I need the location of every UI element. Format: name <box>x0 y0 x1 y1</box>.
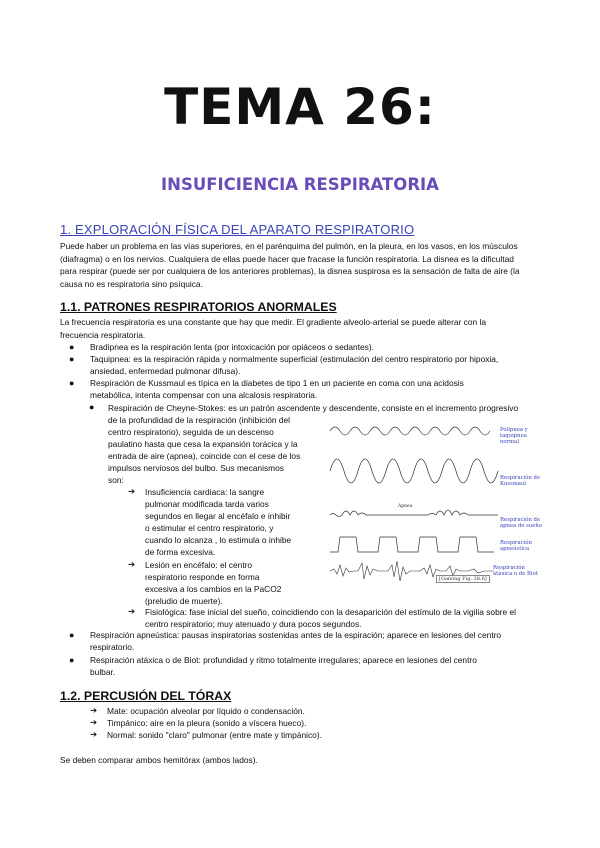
waveform-kussmaul <box>330 459 498 483</box>
percussion-normal: Normal: sonido "claro" pulmonar (entre mate y timpánico). <box>107 730 322 740</box>
text-line: centro respiratorio), seguida de un descenso <box>108 427 274 438</box>
breathing-patterns-figure <box>328 419 544 587</box>
text-line: respiratorio. <box>90 642 135 653</box>
bullet-icon: ● <box>69 630 75 640</box>
arrow-icon: ➔ <box>128 486 136 496</box>
waveform-apneustica <box>330 537 494 552</box>
section-1-1-heading: 1.1. PATRONES RESPIRATORIOS ANORMALES <box>60 300 337 314</box>
text-line: La frecuencia respiratoria es una constante que hay que medir. El gradiente alveolo-arterial se puede alterar con la <box>60 317 486 327</box>
text-line: metabólica, intenta compensar con una alcalosis respiratoria. <box>90 390 318 401</box>
list-item-taquipnea <box>69 353 542 377</box>
breathing-patterns-list <box>69 341 542 401</box>
document-title: TEMA 26: <box>164 78 436 136</box>
apnea-label: Apnea <box>398 504 413 509</box>
waveform-polipnea <box>330 427 490 435</box>
percussion-timpanico: Timpánico: aire en la pleura (sonido a víscera hueco). <box>107 718 307 728</box>
figure-label: Respiración de apnea de sueño <box>500 517 543 529</box>
text-line: Fisiológica: fase inicial del sueño, coincidiendo con la desaparición del estímulo de la vigilia sobre el <box>145 607 517 617</box>
arrow-icon: ➔ <box>90 705 98 715</box>
bullet-icon: ● <box>69 655 75 666</box>
section-1-2-heading: 1.2. PERCUSIÓN DEL TÓRAX <box>60 689 232 703</box>
bullet-icon: ● <box>89 402 95 412</box>
bullet-icon: ● <box>69 378 75 389</box>
section-1-1-intro <box>60 316 540 341</box>
arrow-icon: ➔ <box>90 729 98 739</box>
text-line: Respiración atáxica o de Biot: profundidad y ritmo totalmente irregulares; aparece en lesiones del centro <box>90 655 477 666</box>
text-line: Lesión en encéfalo: el centro <box>145 560 253 570</box>
cheyne-stokes-first-line: Respiración de Cheyne-Stokes: es un patrón ascendente y descendente, consiste en el incremento progresivo <box>108 403 519 413</box>
arrow-icon: ➔ <box>90 717 98 727</box>
arrow-icon: ➔ <box>128 559 136 569</box>
waveform-cheyne-stokes <box>330 510 498 517</box>
text-line: Puede haber un problema en las vías superiores, en el parénquima del pulmón, en la pleura, en los vasos, en los músculos <box>60 241 518 251</box>
closing-note: Se deben comparar ambos hemitórax (ambos lados). <box>60 755 258 765</box>
breathing-patterns-list-2 <box>69 629 542 678</box>
text-line: para respirar (puede ser por cualquiera de los anteriores problemas), la disnea suspirosa es la sensación de falta de aire (la <box>60 266 520 277</box>
bullet-icon: ● <box>69 354 75 365</box>
text-line: ansiedad, enfermedad pulmonar difusa). <box>90 366 241 377</box>
text-line: frecuencia respiratoria. <box>60 329 146 340</box>
text-line: Bradipnea es la respiración lenta (por intoxicación por opiáceos o sedantes). <box>90 342 374 352</box>
list-item-apneustica <box>69 629 542 653</box>
text-line: causa no es respiratoria sino psíquica. <box>60 278 203 289</box>
text-line: (preludio de muerte). <box>145 596 223 607</box>
text-line: bulbar. <box>90 667 116 678</box>
text-line: de la profundidad de la respiración (inhibición del <box>108 415 291 425</box>
cheyne-stokes-text <box>108 414 324 487</box>
text-line: Respiración de Kussmaul es típica en la diabetes de tipo 1 en un paciente en coma con una acidosis <box>90 378 464 389</box>
figure-label: Polipnea y taquipnea normal <box>500 427 528 445</box>
figure-reference: [Ganong Fig. 28.6] <box>436 575 490 583</box>
figure-label: Respiración de Kussmaul <box>500 475 541 487</box>
text-line: Insuficiencia cardiaca: la sangre <box>145 487 265 497</box>
list-item-bradipnea <box>69 341 542 353</box>
list-item-biot <box>69 654 542 678</box>
text-line: entrada de aire (apnea), coincide con el cese de los <box>108 451 301 462</box>
section-1-paragraph <box>60 240 540 290</box>
text-line: respiratorio responde en forma <box>145 572 260 583</box>
figure-label: Respiración atáxica o de Biot <box>493 565 538 577</box>
text-line: o estimular el centro respiratorio, y <box>145 523 274 534</box>
figure-label: Respiración apneústica <box>500 540 532 552</box>
text-line: pulmonar modificada tarda varios <box>145 499 269 510</box>
text-line: de forma excesiva. <box>145 547 216 558</box>
text-line: centro respiratorio; muy atenuado y dura pocos segundos. <box>145 619 362 630</box>
mechanism-heart-failure <box>145 486 322 559</box>
text-line: segundos en llegar al encéfalo e inhibir <box>145 511 291 522</box>
text-line: Respiración apneústica: pausas inspiratorias sostenidas antes de la espiración; aparece en lesiones del centro <box>90 630 502 640</box>
mechanism-physiological <box>145 606 541 630</box>
list-item-kussmaul <box>69 377 542 401</box>
text-line: cuando lo alcanza , lo estimula o inhibe <box>145 535 292 546</box>
mechanism-brain-lesion <box>145 559 306 607</box>
arrow-icon: ➔ <box>128 606 136 616</box>
percussion-mate: Mate: ocupación alveolar por líquido o condensación. <box>107 706 305 716</box>
section-1-heading: 1. EXPLORACIÓN FÍSICA DEL APARATO RESPIRATORIO <box>60 222 415 237</box>
text-line: Taquipnea: es la respiración rápida y normalmente superficial (estimulación del centro respiratorio por hipoxia, <box>90 354 499 365</box>
document-subtitle: INSUFICIENCIA RESPIRATORIA <box>161 175 439 194</box>
text-line: impulsos nerviosos del bulbo. Sus mecanismos <box>108 463 284 474</box>
text-line: paulatino hasta que cesa la expansión torácica y la <box>108 439 298 450</box>
text-line: excesiva a los cambios en la PaCO2 <box>145 584 282 595</box>
bullet-icon: ● <box>69 342 75 352</box>
text-line: (diafragma) o en los nervios. Cualquiera de ellas puede hacer que fracase la función respiratoria. La disnea es la dificultad <box>60 253 514 264</box>
text-line: son: <box>108 475 124 486</box>
